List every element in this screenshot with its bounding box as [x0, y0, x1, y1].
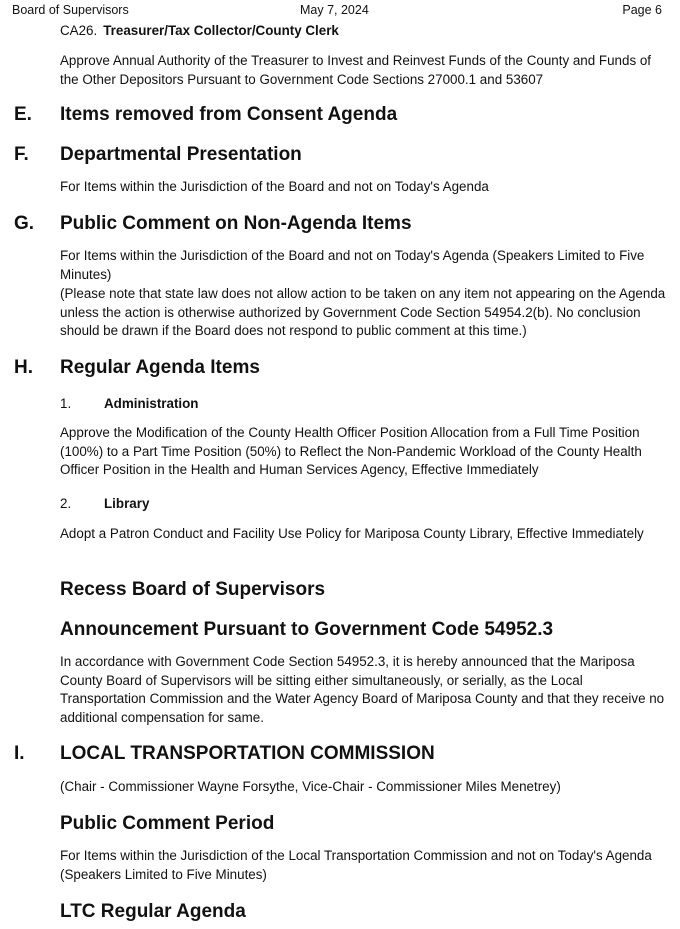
- ltc-public-comment-text: For Items within the Jurisdiction of the Local Transportation Commission and not on Today's Agenda (Speakers Limited to Five Minutes): [60, 848, 652, 882]
- item-2-label: Library: [104, 496, 150, 511]
- section-g-letter: G.: [14, 213, 35, 234]
- item-ca26-number: CA26.: [60, 23, 98, 38]
- section-i-text: (Chair - Commissioner Wayne Forsythe, Vice-Chair - Commissioner Miles Menetrey): [60, 779, 561, 794]
- header-board-name: Board of Supervisors: [12, 3, 129, 17]
- section-h-title: Regular Agenda Items: [60, 357, 260, 378]
- section-g-title: Public Comment on Non-Agenda Items: [60, 213, 412, 234]
- recess-title: Recess Board of Supervisors: [60, 579, 326, 600]
- ltc-public-comment-title: Public Comment Period: [60, 813, 275, 834]
- section-f-letter: F.: [14, 144, 29, 165]
- header-date: May 7, 2024: [300, 3, 369, 17]
- item-2-text: Adopt a Patron Conduct and Facility Use Policy for Mariposa County Library, Effective Immediately: [60, 526, 644, 541]
- announcement-title: Announcement Pursuant to Government Code 54952.3: [60, 619, 554, 640]
- section-g-text: For Items within the Jurisdiction of the Board and not on Today's Agenda (Speakers Limited to Five Minutes): [60, 248, 645, 282]
- item-1-text: Approve the Modification of the County Health Officer Position Allocation from a Full Time Position (100%) to a Part Time Position (50%) to Reflect the Non-Pandemic Workload of the County Health Officer Position in the Health and Human Services Agency, Effective Immediately: [60, 425, 642, 477]
- section-e-letter: E.: [14, 104, 32, 125]
- item-1-label: Administration: [104, 396, 199, 411]
- item-2-number: 2.: [60, 496, 72, 511]
- item-ca26-text: Approve Annual Authority of the Treasurer to Invest and Reinvest Funds of the County and Funds of the Other Depositors Pursuant to Government Code Sections 27000.1 and 53607: [60, 53, 652, 87]
- announcement-text: In accordance with Government Code Section 54952.3, it is hereby announced that the Mariposa County Board of Supervisors will be sitting either simultaneously, or serially, as the Local Transportation Commission and the Water Agency Board of Mariposa County and that they receive no additional compensation for same.: [60, 654, 665, 725]
- section-e-title: Items removed from Consent Agenda: [60, 104, 398, 125]
- section-h-letter: H.: [14, 357, 33, 378]
- section-f-text: For Items within the Jurisdiction of the Board and not on Today's Agenda: [60, 179, 489, 194]
- item-1-number: 1.: [60, 396, 72, 411]
- item-ca26-title: Treasurer/Tax Collector/County Clerk: [103, 23, 339, 38]
- ltc-regular-agenda-title: LTC Regular Agenda: [60, 901, 246, 922]
- section-f-title: Departmental Presentation: [60, 144, 302, 165]
- section-g-note: (Please note that state law does not allow action to be taken on any item not appearing on the Agenda unless the action is otherwise authorized by Government Code Section 54954.2(b). No conclusion should be drawn if the Board does not respond to public comment at this time.): [60, 286, 666, 338]
- section-i-title: LOCAL TRANSPORTATION COMMISSION: [60, 743, 435, 764]
- header-page-number: Page 6: [622, 3, 662, 17]
- section-i-letter: I.: [14, 743, 25, 764]
- item-ca26-heading: [60, 22, 339, 40]
